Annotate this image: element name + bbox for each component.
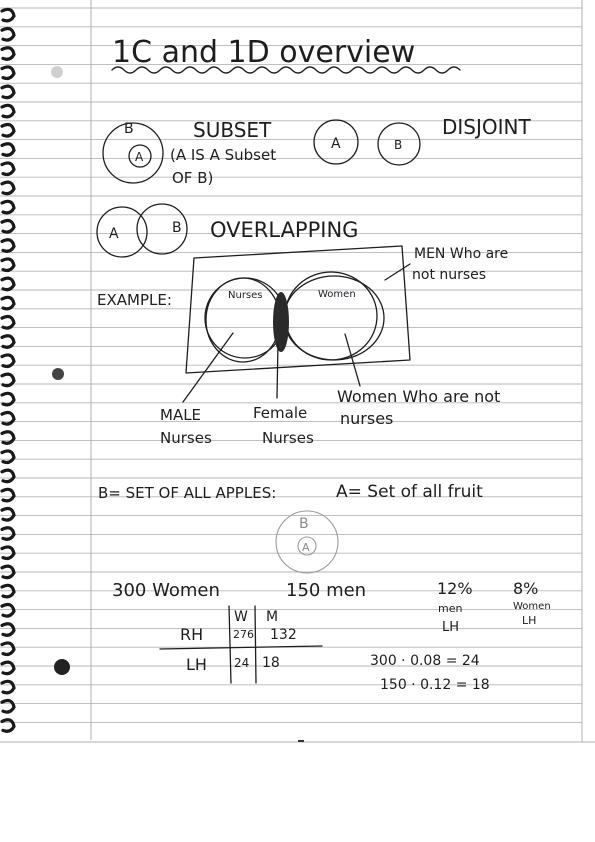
men-count: 150 men (286, 580, 367, 601)
spiral-coil (2, 605, 14, 617)
table-row-rh: RH (180, 625, 204, 644)
spiral-coil (2, 163, 14, 175)
women-note-pointer (345, 334, 360, 386)
subset-note-line2: OF B) (172, 169, 214, 187)
spiral-coil (2, 297, 14, 309)
women-count: 300 Women (112, 580, 220, 601)
female-nurses-line2: Nurses (262, 429, 314, 447)
spiral-coil (2, 336, 14, 348)
spiral-coil (2, 9, 14, 21)
binder-hole (51, 66, 63, 78)
spiral-coil (2, 86, 14, 98)
men-lh-label2: LH (442, 620, 460, 635)
disjoint-label-b: B (394, 138, 403, 152)
women-note-line1: Women Who are not (337, 387, 501, 406)
overlap-label-a: A (109, 226, 119, 242)
spiral-coil (2, 413, 14, 425)
table-row-lh: LH (186, 655, 207, 674)
spiral-coil (2, 105, 14, 117)
disjoint-label-a: A (331, 136, 341, 152)
subset-note-line1: (A IS A Subset (170, 146, 277, 164)
male-nurses-line2: Nurses (160, 429, 212, 447)
women-lh-label1: Women (513, 601, 551, 612)
overlap-label-b: B (172, 220, 182, 236)
apples-inner-label: A (302, 541, 310, 554)
subset-heading: SUBSET (193, 118, 272, 142)
female-nurses-line1: Female (253, 404, 308, 422)
spiral-coil (2, 201, 14, 213)
spiral-coil (2, 278, 14, 290)
men-lh-pct: 12% (437, 579, 473, 598)
spiral-coil (2, 182, 14, 194)
spiral-coil (2, 48, 14, 60)
overlap-heading: OVERLAPPING (210, 218, 359, 242)
example-label: EXAMPLE: (97, 291, 172, 309)
spiral-coil (2, 701, 14, 713)
fruit-definition: A= Set of all fruit (336, 482, 483, 502)
men-lh-label1: men (438, 602, 463, 615)
spiral-coil (2, 317, 14, 329)
table-divider-left (229, 606, 231, 683)
apples-outer-label: B (299, 516, 309, 532)
table-rh-w: 276 (233, 628, 254, 641)
spiral-coil (2, 681, 14, 693)
women-lh-label2: LH (522, 614, 537, 627)
spiral-coil (2, 240, 14, 252)
spiral-coil (2, 221, 14, 233)
women-circle-label: Women (318, 289, 356, 300)
spiral-coil (2, 259, 14, 271)
handedness-table (160, 606, 322, 683)
calc-line1: 300 · 0.08 = 24 (370, 653, 480, 669)
spiral-coil (2, 393, 14, 405)
male-nurses-pointer (183, 333, 233, 402)
table-rh-m: 132 (270, 627, 297, 643)
binder-hole (52, 368, 64, 380)
calc-line2: 150 · 0.12 = 18 (380, 677, 490, 693)
spiral-coil (2, 355, 14, 367)
spiral-coil (2, 432, 14, 444)
table-lh-m: 18 (262, 655, 280, 671)
apples-definition: B= SET OF ALL APPLES: (98, 484, 277, 502)
binder-hole (54, 659, 70, 675)
spiral-coil (2, 662, 14, 674)
spiral-coil (2, 528, 14, 540)
page-title: 1C and 1D overview (112, 35, 416, 70)
spiral-coil (2, 144, 14, 156)
table-col-w: W (234, 609, 248, 625)
spiral-coil (2, 470, 14, 482)
spiral-coil (2, 125, 14, 137)
table-divider-mid (255, 606, 256, 683)
table-lh-w: 24 (234, 656, 250, 670)
spiral-coil (2, 624, 14, 636)
male-nurses-line1: MALE (160, 406, 202, 424)
table-col-m: M (266, 609, 279, 625)
women-lh-pct: 8% (513, 579, 539, 598)
female-nurses-pointer (277, 342, 278, 398)
subset-outer-label: B (124, 121, 134, 137)
men-note-line1: MEN Who are (414, 246, 509, 262)
spiral-coil (2, 489, 14, 501)
nurses-circle-label: Nurses (228, 290, 263, 301)
men-note-line2: not nurses (412, 267, 487, 283)
women-note-line2: nurses (340, 409, 394, 428)
men-note-pointer (385, 264, 410, 280)
spiral-coil (2, 374, 14, 386)
spiral-coil (2, 509, 14, 521)
spiral-coil (2, 67, 14, 79)
spiral-coil (2, 547, 14, 559)
spiral-coil (2, 720, 14, 732)
subset-inner-label: A (135, 150, 144, 164)
spiral-binding (2, 9, 14, 731)
spiral-coil (2, 643, 14, 655)
female-nurses-shading (273, 292, 289, 352)
disjoint-heading: DISJOINT (442, 115, 531, 139)
spiral-coil (2, 451, 14, 463)
spiral-coil (2, 29, 14, 41)
